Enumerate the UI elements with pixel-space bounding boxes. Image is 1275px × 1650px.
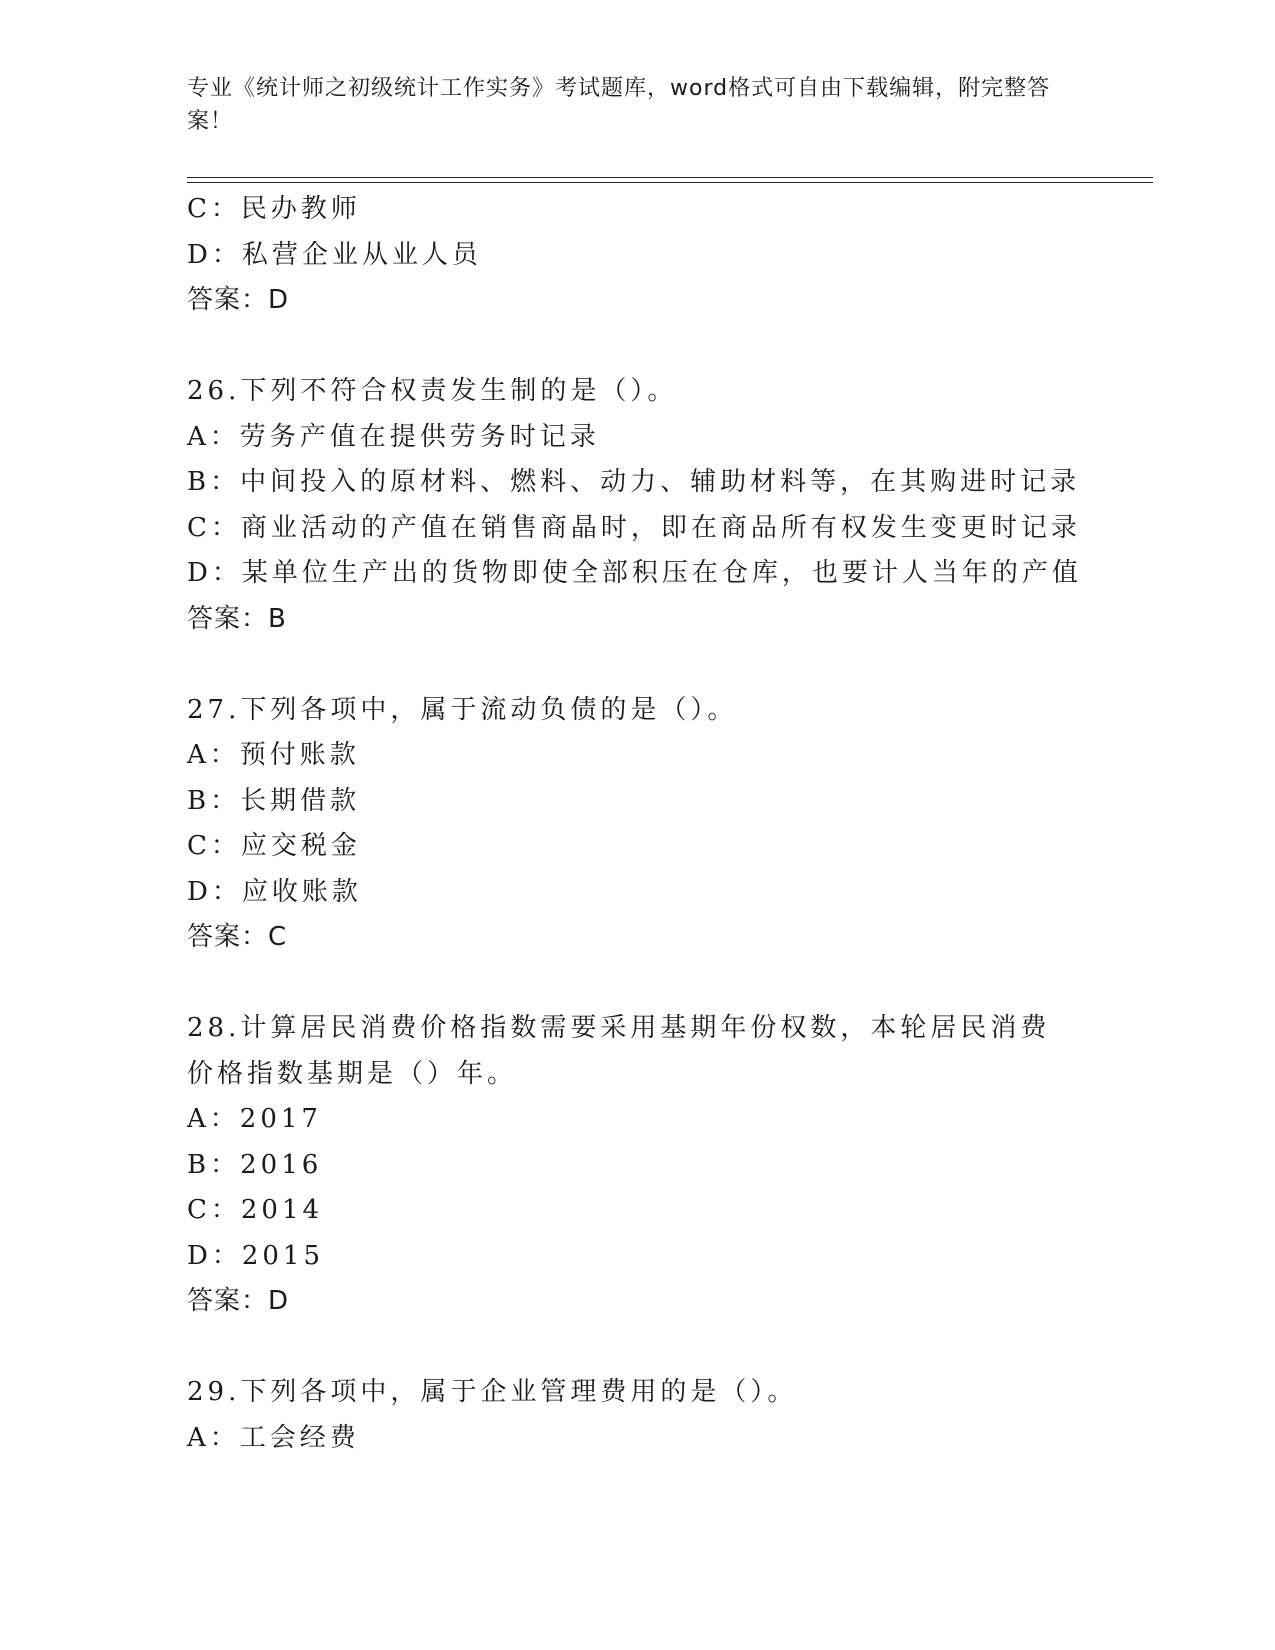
- option-c: C：应交税金: [187, 831, 361, 861]
- option-a: A：劳务产值在提供劳务时记录: [187, 421, 600, 452]
- question-26: [187, 369, 1087, 642]
- option-b: B：中间投入的原材料、燃料、动力、辅助材料等，在其购进时记录: [187, 467, 1081, 497]
- answer-line: 答案：B: [187, 603, 287, 634]
- option-d: D：某单位生产出的货物即使全部积压在仓库，也要计人当年的产值: [187, 558, 1082, 588]
- option-b: B：长期借款: [187, 785, 361, 816]
- header-rule-bottom: [187, 182, 1153, 183]
- prev-question: [187, 187, 1087, 324]
- option-a: A：工会经费: [187, 1422, 360, 1453]
- option-b: B：2016: [187, 1149, 323, 1180]
- option-c: C：2014: [187, 1195, 324, 1225]
- question-stem: 29.下列各项中，属于企业管理费用的是（）。: [187, 1377, 798, 1407]
- option-d: D：私营企业从业人员: [187, 239, 482, 270]
- option-d: D：2015: [187, 1240, 325, 1271]
- question-29: [187, 1370, 1087, 1461]
- spacer: [187, 1325, 1087, 1371]
- answer-line: 答案：C: [187, 922, 288, 952]
- option-a: A：2017: [187, 1104, 322, 1134]
- spacer: [187, 961, 1087, 1007]
- question-content: [187, 187, 1087, 1461]
- option-a: A：预付账款: [187, 740, 360, 770]
- spacer: [187, 324, 1087, 370]
- page-header: 专业《统计师之初级统计工作实务》考试题库，word格式可自由下载编辑，附完整答案！: [187, 76, 1051, 134]
- question-stem: 26.下列不符合权责发生制的是（）。: [187, 376, 678, 406]
- option-d: D：应收账款: [187, 876, 362, 907]
- answer-line: 答案：D: [187, 285, 290, 315]
- question-28: [187, 1006, 1087, 1325]
- option-c: C：民办教师: [187, 194, 361, 224]
- answer-line: 答案：D: [187, 1286, 290, 1316]
- question-stem: 28.计算居民消费价格指数需要采用基期年份权数，本轮居民消费价格指数基期是（）年。: [187, 1013, 1051, 1089]
- header-rule-top: [187, 177, 1153, 178]
- spacer: [187, 642, 1087, 688]
- question-27: [187, 688, 1087, 961]
- question-stem: 27.下列各项中，属于流动负债的是（）。: [187, 694, 738, 725]
- option-c: C：商业活动的产值在销售商晶时，即在商品所有权发生变更时记录: [187, 512, 1081, 543]
